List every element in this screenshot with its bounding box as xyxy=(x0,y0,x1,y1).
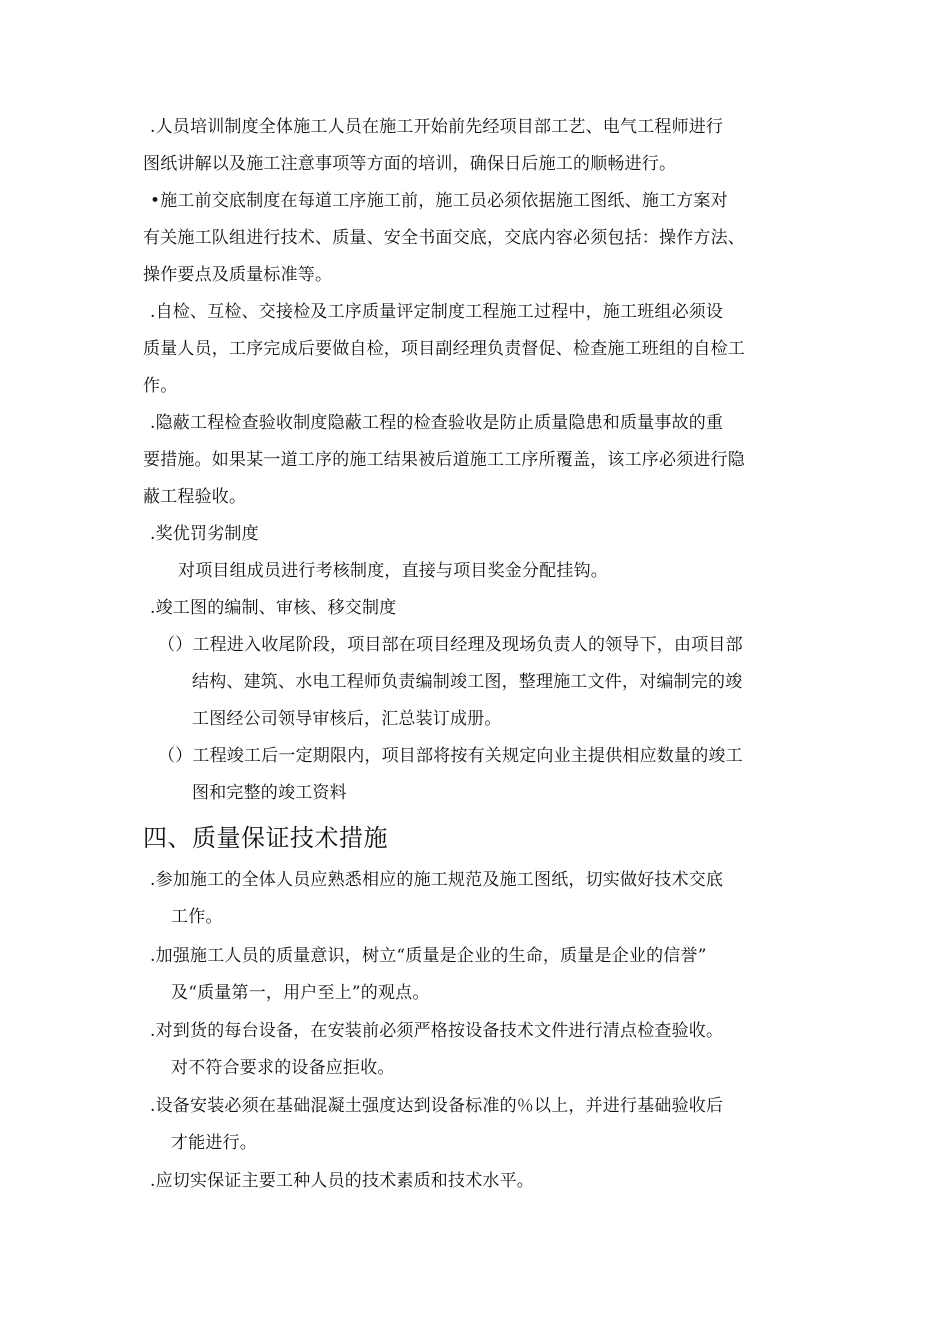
paragraph-line: .加强施工人员的质量意识，树立“质量是企业的生命，质量是企业的信誉” xyxy=(150,946,707,966)
paragraph-line: .参加施工的全体人员应熟悉相应的施工规范及施工图纸，切实做好技术交底 xyxy=(150,870,724,890)
paragraph-line: 蔽工程验收。 xyxy=(143,487,247,507)
paragraph-line: 操作要点及质量标准等。 xyxy=(143,265,333,285)
paragraph-line: •施工前交底制度在每道工序施工前，施工员必须依据施工图纸、施工方案对 xyxy=(150,191,728,211)
paragraph-line: 才能进行。 xyxy=(171,1133,257,1153)
paragraph-line: .奖优罚劣制度 xyxy=(150,524,259,544)
paragraph-line: .应切实保证主要工种人员的技术素质和技术水平。 xyxy=(150,1171,535,1191)
paragraph-line: 图纸讲解以及施工注意事项等方面的培训，确保日后施工的顺畅进行。 xyxy=(143,154,677,174)
paragraph-line: 质量人员，工序完成后要做自检，项目副经理负责督促、检查施工班组的自检工 xyxy=(143,339,745,359)
paragraph-line: .人员培训制度全体施工人员在施工开始前先经项目部工艺、电气工程师进行 xyxy=(150,117,724,137)
paragraph-line: 有关施工队组进行技术、质量、安全书面交底，交底内容必须包括：操作方法、 xyxy=(143,228,745,248)
paragraph-line: 对不符合要求的设备应拒收。 xyxy=(171,1058,395,1078)
paragraph-line: 对项目组成员进行考核制度，直接与项目奖金分配挂钩。 xyxy=(178,561,608,581)
list-item-line: （）工程竣工后一定期限内，项目部将按有关规定向业主提供相应数量的竣工 xyxy=(158,746,743,766)
list-item-line: 图和完整的竣工资料 xyxy=(192,783,347,803)
paragraph-line: .自检、互检、交接检及工序质量评定制度工程施工过程中，施工班组必须设 xyxy=(150,302,724,322)
paragraph-line: .对到货的每台设备，在安装前必须严格按设备技术文件进行清点检查验收。 xyxy=(150,1021,724,1041)
list-item-line: （）工程进入收尾阶段，项目部在项目经理及现场负责人的领导下，由项目部 xyxy=(158,635,743,655)
list-item-line: 结构、建筑、水电工程师负责编制竣工图，整理施工文件，对编制完的竣 xyxy=(192,672,743,692)
paragraph-line: 要措施。如果某一道工序的施工结果被后道施工工序所覆盖，该工序必须进行隐 xyxy=(143,450,745,470)
list-item-line: 工图经公司领导审核后，汇总装订成册。 xyxy=(192,709,502,729)
paragraph-line: 作。 xyxy=(143,376,178,396)
paragraph-line: .竣工图的编制、审核、移交制度 xyxy=(150,598,397,618)
paragraph-line: .设备安装必须在基础混凝土强度达到设备标准的％以上，并进行基础验收后 xyxy=(150,1096,724,1116)
paragraph-line: 及“质量第一，用户至上”的观点。 xyxy=(171,983,430,1003)
paragraph-line: .隐蔽工程检查验收制度隐蔽工程的检查验收是防止质量隐患和质量事故的重 xyxy=(150,413,724,433)
section-heading: 四、质量保证技术措施 xyxy=(143,824,388,852)
paragraph-line: 工作。 xyxy=(171,907,223,927)
